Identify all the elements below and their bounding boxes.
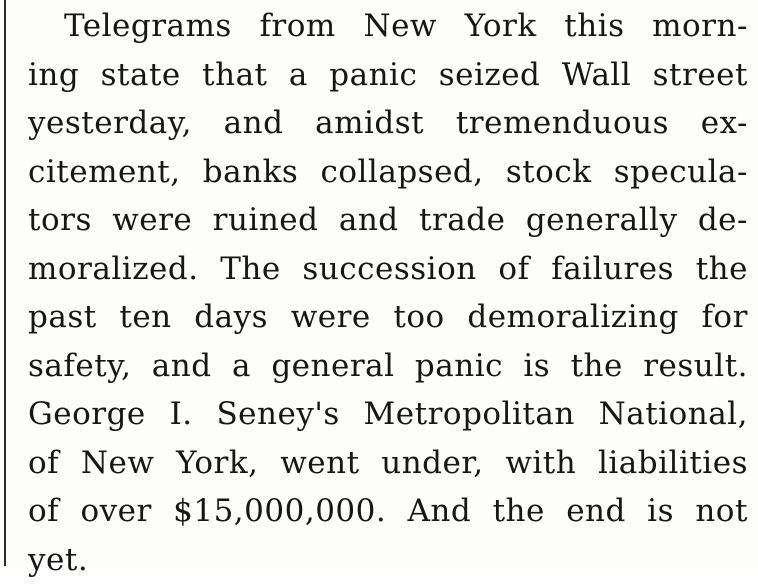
article-word: of bbox=[28, 439, 59, 488]
article-word: were bbox=[291, 293, 371, 342]
article-word: result. bbox=[643, 342, 748, 391]
article-word: New bbox=[81, 439, 155, 488]
article-word: moralized. bbox=[28, 245, 199, 294]
article-word: end bbox=[566, 487, 626, 536]
article-word: street bbox=[653, 51, 748, 100]
article-word: yet. bbox=[28, 536, 88, 584]
article-word: specula- bbox=[614, 148, 748, 197]
article-line bbox=[28, 245, 748, 294]
article-word: under, bbox=[381, 439, 483, 488]
article-word: collapsed, bbox=[320, 148, 483, 197]
article-line bbox=[28, 2, 748, 51]
article-word: panic bbox=[415, 342, 503, 391]
article-word: de- bbox=[698, 196, 748, 245]
article-word: ing bbox=[28, 51, 79, 100]
article-line bbox=[28, 439, 748, 488]
article-word: past bbox=[28, 293, 97, 342]
article-word: ruined bbox=[213, 196, 319, 245]
article-word: for bbox=[701, 293, 747, 342]
article-word: National, bbox=[599, 390, 748, 439]
article-line bbox=[28, 148, 748, 197]
article-line bbox=[28, 196, 748, 245]
article-word: that bbox=[202, 51, 267, 100]
article-word: trade bbox=[419, 196, 505, 245]
column-rule bbox=[4, 0, 6, 566]
article-word: And bbox=[408, 487, 472, 536]
article-line bbox=[28, 536, 748, 584]
article-line bbox=[28, 51, 748, 100]
article-word: tremenduous bbox=[456, 99, 669, 148]
article-word: is bbox=[523, 342, 550, 391]
article-column bbox=[28, 2, 748, 584]
article-word: generally bbox=[526, 196, 678, 245]
article-word: went bbox=[280, 439, 359, 488]
article-word: morn- bbox=[652, 2, 748, 51]
article-line bbox=[28, 390, 748, 439]
article-line bbox=[28, 293, 748, 342]
article-word: too bbox=[393, 293, 444, 342]
article-word: and bbox=[152, 342, 212, 391]
article-word: were bbox=[112, 196, 192, 245]
article-word: and bbox=[224, 99, 284, 148]
article-word: I. bbox=[170, 390, 193, 439]
article-word: of bbox=[498, 245, 529, 294]
article-word: Wall bbox=[562, 51, 631, 100]
article-word: general bbox=[271, 342, 394, 391]
article-word: ten bbox=[119, 293, 171, 342]
article-word: citement, bbox=[28, 148, 181, 197]
article-word: is bbox=[647, 487, 674, 536]
article-word: stock bbox=[506, 148, 592, 197]
article-word: $15,000,000. bbox=[173, 487, 386, 536]
article-word: tors bbox=[28, 196, 92, 245]
article-word: over bbox=[80, 487, 151, 536]
article-word: liabilities bbox=[598, 439, 748, 488]
article-word: ex- bbox=[701, 99, 748, 148]
article-word: the bbox=[493, 487, 545, 536]
article-word: Telegrams bbox=[64, 2, 232, 51]
article-word: days bbox=[194, 293, 268, 342]
article-word: York, bbox=[176, 439, 258, 488]
article-word: a bbox=[289, 51, 308, 100]
article-word: succession bbox=[302, 245, 476, 294]
article-word: state bbox=[101, 51, 181, 100]
article-word: banks bbox=[203, 148, 299, 197]
article-word: seized bbox=[439, 51, 541, 100]
article-word: of bbox=[28, 487, 59, 536]
article-word: this bbox=[564, 2, 624, 51]
article-word: George bbox=[28, 390, 146, 439]
article-word: not bbox=[695, 487, 748, 536]
article-word: amidst bbox=[315, 99, 424, 148]
article-word: Metropolitan bbox=[364, 390, 575, 439]
article-word: with bbox=[505, 439, 576, 488]
article-word: demoralizing bbox=[467, 293, 678, 342]
article-word: the bbox=[696, 245, 748, 294]
article-word: a bbox=[232, 342, 251, 391]
article-word: safety, bbox=[28, 342, 131, 391]
article-word: failures bbox=[551, 245, 674, 294]
article-word: New bbox=[363, 2, 437, 51]
article-word: Seney's bbox=[216, 390, 339, 439]
article-line bbox=[28, 99, 748, 148]
article-line bbox=[28, 487, 748, 536]
article-word: The bbox=[220, 245, 281, 294]
article-word: and bbox=[339, 196, 399, 245]
article-word: yesterday, bbox=[28, 99, 192, 148]
article-word: panic bbox=[329, 51, 417, 100]
article-word: from bbox=[259, 2, 335, 51]
article-word: the bbox=[571, 342, 623, 391]
article-line bbox=[28, 342, 748, 391]
article-word: York bbox=[465, 2, 537, 51]
